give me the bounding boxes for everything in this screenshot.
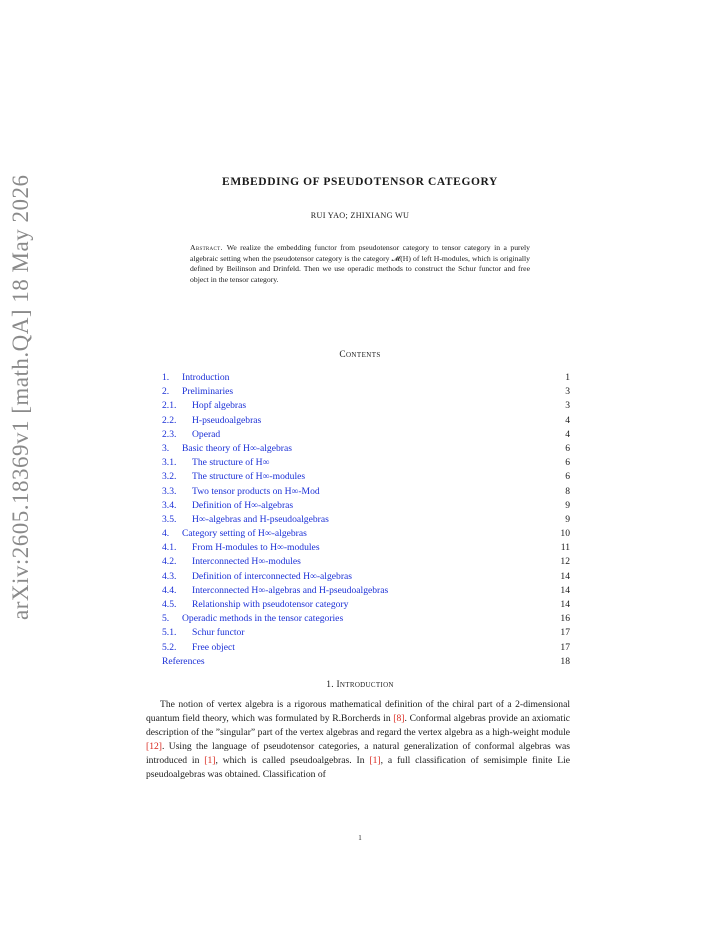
toc-entry-label: Definition of interconnected H∞-algebras: [192, 570, 353, 582]
toc-entry-number: 2.3.: [162, 428, 177, 440]
toc-entry[interactable]: [162, 541, 570, 555]
toc-entry-label: Definition of H∞-algebras: [192, 499, 294, 511]
toc-entry-page: 6: [565, 442, 570, 454]
citation-link[interactable]: [1]: [369, 755, 381, 767]
toc-entry[interactable]: [162, 371, 570, 385]
toc-entry-label: References: [162, 655, 205, 667]
toc-entry-link[interactable]: [162, 612, 343, 626]
toc-entry[interactable]: [162, 456, 570, 470]
toc-entry[interactable]: [162, 655, 570, 669]
toc-entry-page: 14: [560, 584, 570, 596]
toc-entry-number: 2.1.: [162, 400, 177, 412]
toc-entry-link[interactable]: [162, 641, 235, 655]
toc-entry-label: Operadic methods in the tensor categories: [182, 613, 344, 625]
toc-entry[interactable]: [162, 612, 570, 626]
toc-entry[interactable]: [162, 513, 570, 527]
toc-entry[interactable]: [162, 485, 570, 499]
toc-entry[interactable]: [162, 626, 570, 640]
toc-entry[interactable]: [162, 570, 570, 584]
toc-entry[interactable]: [162, 470, 570, 484]
introduction-body: [146, 698, 570, 783]
toc-entry-link[interactable]: [162, 414, 261, 428]
toc-entry-label: Operad: [192, 428, 221, 440]
toc-entry-page: 6: [565, 471, 570, 483]
toc-entry-number: 3.3.: [162, 485, 177, 497]
toc-entry-number: 3.: [162, 442, 170, 454]
toc-entry-label: The structure of H∞-modules: [192, 471, 306, 483]
toc-entry-label: Category setting of H∞-algebras: [182, 528, 307, 540]
toc-entry-link[interactable]: [162, 470, 305, 484]
toc-entry-link[interactable]: [162, 485, 320, 499]
toc-entry-label: From H-modules to H∞-modules: [192, 542, 320, 554]
arxiv-id-text[interactable]: arXiv:2605.18369v1 [math.QA] 18 May 2026: [8, 174, 33, 620]
toc-entry-number: 1.: [162, 372, 170, 383]
toc-entry-page: 11: [560, 542, 570, 554]
toc-entry-number: 2.2.: [162, 414, 177, 426]
toc-entry-label: Preliminaries: [182, 386, 234, 398]
toc-entry-link[interactable]: [162, 385, 233, 399]
body-text-segment: The notion of vertex algebra is a rigorous mathematical definition of the chiral part of a 2-dimensional quantum field theory, which was formulated by R.Borcherds in: [146, 699, 570, 725]
section-title: Introduction: [336, 680, 394, 690]
toc-entry-page: 17: [560, 641, 570, 653]
toc-entry-number: 4.4.: [162, 584, 177, 596]
toc-entry-label: Interconnected H∞-modules: [192, 556, 301, 568]
toc-entry-number: 3.1.: [162, 457, 177, 469]
toc-entry-link[interactable]: [162, 584, 388, 598]
citation-link[interactable]: [12]: [146, 741, 162, 753]
toc-entry-page: 17: [560, 627, 570, 639]
toc-entry-page: 3: [565, 386, 570, 398]
toc-entry-label: Free object: [192, 641, 235, 653]
toc-entry-label: Hopf algebras: [192, 400, 247, 412]
toc-entry-link[interactable]: [162, 428, 220, 442]
toc-entry-label: Introduction: [182, 372, 230, 383]
toc-entry-link[interactable]: [162, 598, 348, 612]
toc-entry-page: 14: [560, 570, 570, 582]
body-text-segment: . Conformal algebras provide an axiomatic description of the ”singular” part of the vertex algebras and regard the vertex algebra as a high-weight module: [146, 713, 570, 739]
toc-entry-page: 14: [560, 599, 570, 610]
toc-entry-link[interactable]: [162, 442, 292, 456]
section-heading: [0, 680, 720, 690]
toc-entry-link[interactable]: [162, 655, 205, 669]
toc-entry-number: 4.1.: [162, 542, 177, 554]
toc-entry-number: 4.5.: [162, 599, 177, 610]
toc-entry-link[interactable]: [162, 399, 246, 413]
toc-entry-label: The structure of H∞: [192, 457, 270, 469]
toc-entry-page: 8: [565, 485, 570, 497]
toc-entry-page: 9: [565, 513, 570, 525]
toc-entry-page: 12: [560, 556, 570, 568]
toc-entry[interactable]: [162, 598, 570, 612]
toc-entry[interactable]: [162, 399, 570, 413]
toc-entry-label: H∞-algebras and H-pseudoalgebras: [192, 513, 329, 525]
contents-heading: Contents: [339, 350, 381, 360]
page-number: 1: [358, 834, 362, 842]
toc-entry-label: H-pseudoalgebras: [192, 414, 262, 426]
toc-entry-page: 10: [560, 528, 570, 540]
toc-entry-page: 1: [565, 372, 570, 383]
toc-entry-page: 16: [560, 613, 570, 625]
toc-entry-number: 2.: [162, 386, 170, 398]
toc-entry[interactable]: [162, 428, 570, 442]
toc-entry-link[interactable]: [162, 555, 301, 569]
body-text-segment: , a full classification of semisimple finite Lie pseudoalgebras was obtained. Classification of: [146, 755, 571, 781]
table-of-contents: [162, 371, 570, 669]
toc-entry-number: 4.: [162, 528, 170, 540]
abstract-heading: Abstract.: [190, 243, 223, 252]
toc-entry-page: 4: [565, 414, 570, 426]
toc-entry-page: 4: [565, 428, 570, 440]
abstract-text: We realize the embedding functor from pseudotensor category to tensor category in a purely algebraic setting when the pseudotensor category is the category 𝓜(H) of left H-modules, which is originally defined by Beilinson and Drinfeld. Then we use operadic methods to construct the Schur functor and free object in the tensor category.: [190, 243, 530, 285]
toc-entry-link[interactable]: [162, 541, 320, 555]
body-text-segment: , which is called pseudoalgebras. In: [215, 755, 370, 767]
toc-entry-number: 4.3.: [162, 570, 177, 582]
paper-authors: RUI YAO; ZHIXIANG WU: [310, 211, 410, 220]
toc-entry-link[interactable]: [162, 570, 352, 584]
citation-link[interactable]: [1]: [204, 755, 216, 767]
toc-entry-link[interactable]: [162, 626, 245, 640]
toc-entry-link[interactable]: [162, 456, 269, 470]
toc-entry-link[interactable]: [162, 513, 329, 527]
toc-entry-number: 5.1.: [162, 627, 177, 639]
toc-entry[interactable]: [162, 527, 570, 541]
citation-link[interactable]: [8]: [393, 713, 405, 725]
toc-entry-label: Basic theory of H∞-algebras: [182, 442, 292, 454]
toc-entry-label: Interconnected H∞-algebras and H-pseudoalgebras: [192, 584, 389, 596]
paper-title: EMBEDDING OF PSEUDOTENSOR CATEGORY: [222, 176, 498, 188]
toc-entry-label: Two tensor products on H∞-Mod: [192, 485, 320, 497]
toc-entry-page: 3: [565, 400, 570, 412]
toc-entry-page: 9: [565, 499, 570, 511]
toc-entry-link[interactable]: [162, 499, 293, 513]
toc-entry[interactable]: [162, 414, 570, 428]
toc-entry-number: 5.: [162, 613, 170, 625]
toc-entry-number: 3.5.: [162, 513, 177, 525]
toc-entry[interactable]: [162, 499, 570, 513]
introduction-paragraph: [146, 698, 570, 783]
toc-entry-number: 4.2.: [162, 556, 177, 568]
toc-entry[interactable]: [162, 442, 570, 456]
toc-entry-label: Relationship with pseudotensor category: [192, 599, 349, 610]
toc-entry[interactable]: [162, 584, 570, 598]
toc-entry-number: 3.2.: [162, 471, 177, 483]
toc-entry[interactable]: [162, 555, 570, 569]
section-number: 1.: [326, 680, 334, 690]
toc-entry-number: 3.4.: [162, 499, 177, 511]
body-text-segment: . Using the language of pseudotensor categories, a natural generalization of conformal algebras was introduced in: [146, 741, 570, 767]
toc-entry-link[interactable]: [162, 527, 307, 541]
toc-entry[interactable]: [162, 385, 570, 399]
toc-entry[interactable]: [162, 641, 570, 655]
abstract: [190, 243, 530, 286]
toc-entry-page: 6: [565, 457, 570, 469]
toc-entry-page: 18: [560, 655, 570, 667]
toc-entry-number: 5.2.: [162, 641, 177, 653]
toc-entry-label: Schur functor: [192, 627, 245, 639]
toc-entry-link[interactable]: [162, 371, 229, 385]
